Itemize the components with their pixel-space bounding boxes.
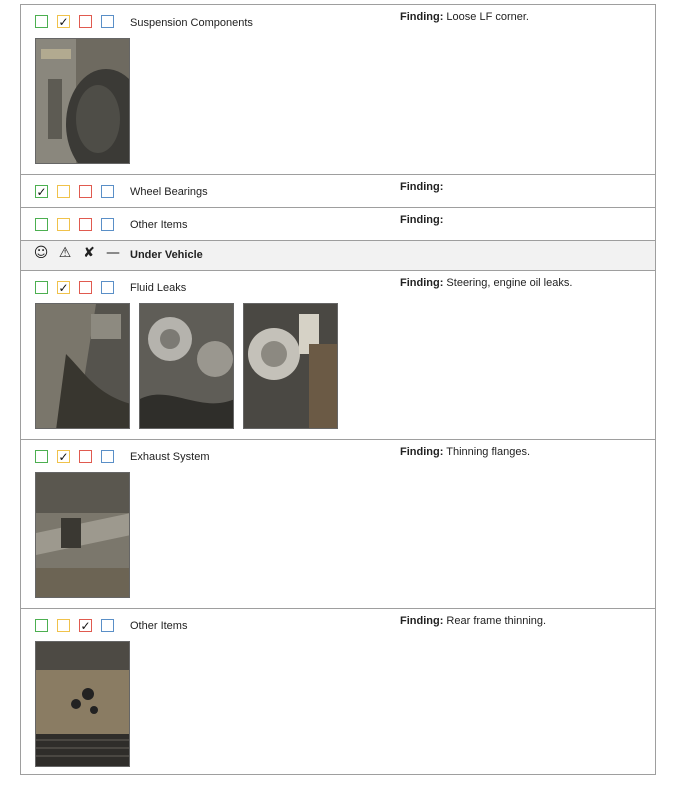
status-checkbox-caution[interactable] xyxy=(57,619,70,632)
status-checkbox-bad[interactable] xyxy=(79,450,92,463)
inspection-photo[interactable] xyxy=(35,38,130,164)
status-checkbox-na[interactable] xyxy=(101,619,114,632)
status-checkbox-bad[interactable] xyxy=(79,15,92,28)
smiley-icon: ☺ xyxy=(33,245,49,261)
inspection-row-other-items-frame xyxy=(21,609,655,776)
section-header-under-vehicle xyxy=(21,241,655,271)
finding-value: Rear frame thinning. xyxy=(443,615,547,627)
finding-value: Thinning flanges. xyxy=(443,446,531,458)
inspection-photo[interactable] xyxy=(35,303,130,429)
finding-label: Finding: xyxy=(400,214,444,226)
section-title: Under Vehicle xyxy=(130,249,203,261)
item-label: Suspension Components xyxy=(130,17,253,29)
status-checkbox-good[interactable] xyxy=(35,619,48,632)
finding-label: Finding: xyxy=(400,446,444,458)
item-label: Other Items xyxy=(130,620,188,632)
status-checkbox-na[interactable] xyxy=(101,218,114,231)
inspection-row-exhaust xyxy=(21,440,655,609)
inspection-photo[interactable] xyxy=(243,303,338,429)
status-checkbox-na[interactable] xyxy=(101,15,114,28)
inspection-row-wheel-bearings xyxy=(21,175,655,208)
finding-label: Finding: xyxy=(400,615,444,627)
finding-text xyxy=(400,615,546,627)
finding-label: Finding: xyxy=(400,277,444,289)
finding-label: Finding: xyxy=(400,181,444,193)
inspection-row-other-items xyxy=(21,208,655,241)
status-checkbox-bad[interactable]: ✓ xyxy=(80,618,91,633)
finding-text xyxy=(400,214,443,226)
inspection-sheet xyxy=(20,4,656,775)
status-checkbox-good[interactable] xyxy=(35,281,48,294)
status-checkbox-good[interactable]: ✓ xyxy=(36,184,47,199)
inspection-photo[interactable] xyxy=(35,472,130,598)
finding-value: Loose LF corner. xyxy=(443,11,529,23)
status-checkbox-na[interactable] xyxy=(101,281,114,294)
status-checkbox-caution[interactable]: ✓ xyxy=(58,280,69,295)
finding-text xyxy=(400,11,529,23)
warning-icon: ⚠ xyxy=(58,245,72,261)
status-checkbox-good[interactable] xyxy=(35,15,48,28)
status-checkbox-good[interactable] xyxy=(35,218,48,231)
finding-text xyxy=(400,181,443,193)
inspection-row-fluid-leaks xyxy=(21,271,655,440)
status-checkbox-caution[interactable]: ✓ xyxy=(58,449,69,464)
status-checkbox-bad[interactable] xyxy=(79,185,92,198)
item-label: Other Items xyxy=(130,219,188,231)
status-checkbox-na[interactable] xyxy=(101,450,114,463)
dash-icon: — xyxy=(106,245,120,261)
inspection-photo[interactable] xyxy=(35,641,130,767)
item-label: Wheel Bearings xyxy=(130,186,208,198)
status-checkbox-caution[interactable] xyxy=(57,218,70,231)
item-label: Exhaust System xyxy=(130,451,210,463)
status-checkbox-caution[interactable]: ✓ xyxy=(58,14,69,29)
cross-icon: ✘ xyxy=(83,245,95,261)
status-checkbox-caution[interactable] xyxy=(57,185,70,198)
finding-text xyxy=(400,277,572,289)
finding-value: Steering, engine oil leaks. xyxy=(443,277,573,289)
inspection-row-suspension xyxy=(21,5,655,175)
status-checkbox-good[interactable] xyxy=(35,450,48,463)
status-checkbox-bad[interactable] xyxy=(79,281,92,294)
status-checkbox-na[interactable] xyxy=(101,185,114,198)
item-label: Fluid Leaks xyxy=(130,282,187,294)
status-checkbox-bad[interactable] xyxy=(79,218,92,231)
status-legend xyxy=(33,245,121,261)
finding-label: Finding: xyxy=(400,11,444,23)
finding-text xyxy=(400,446,530,458)
inspection-photo[interactable] xyxy=(139,303,234,429)
